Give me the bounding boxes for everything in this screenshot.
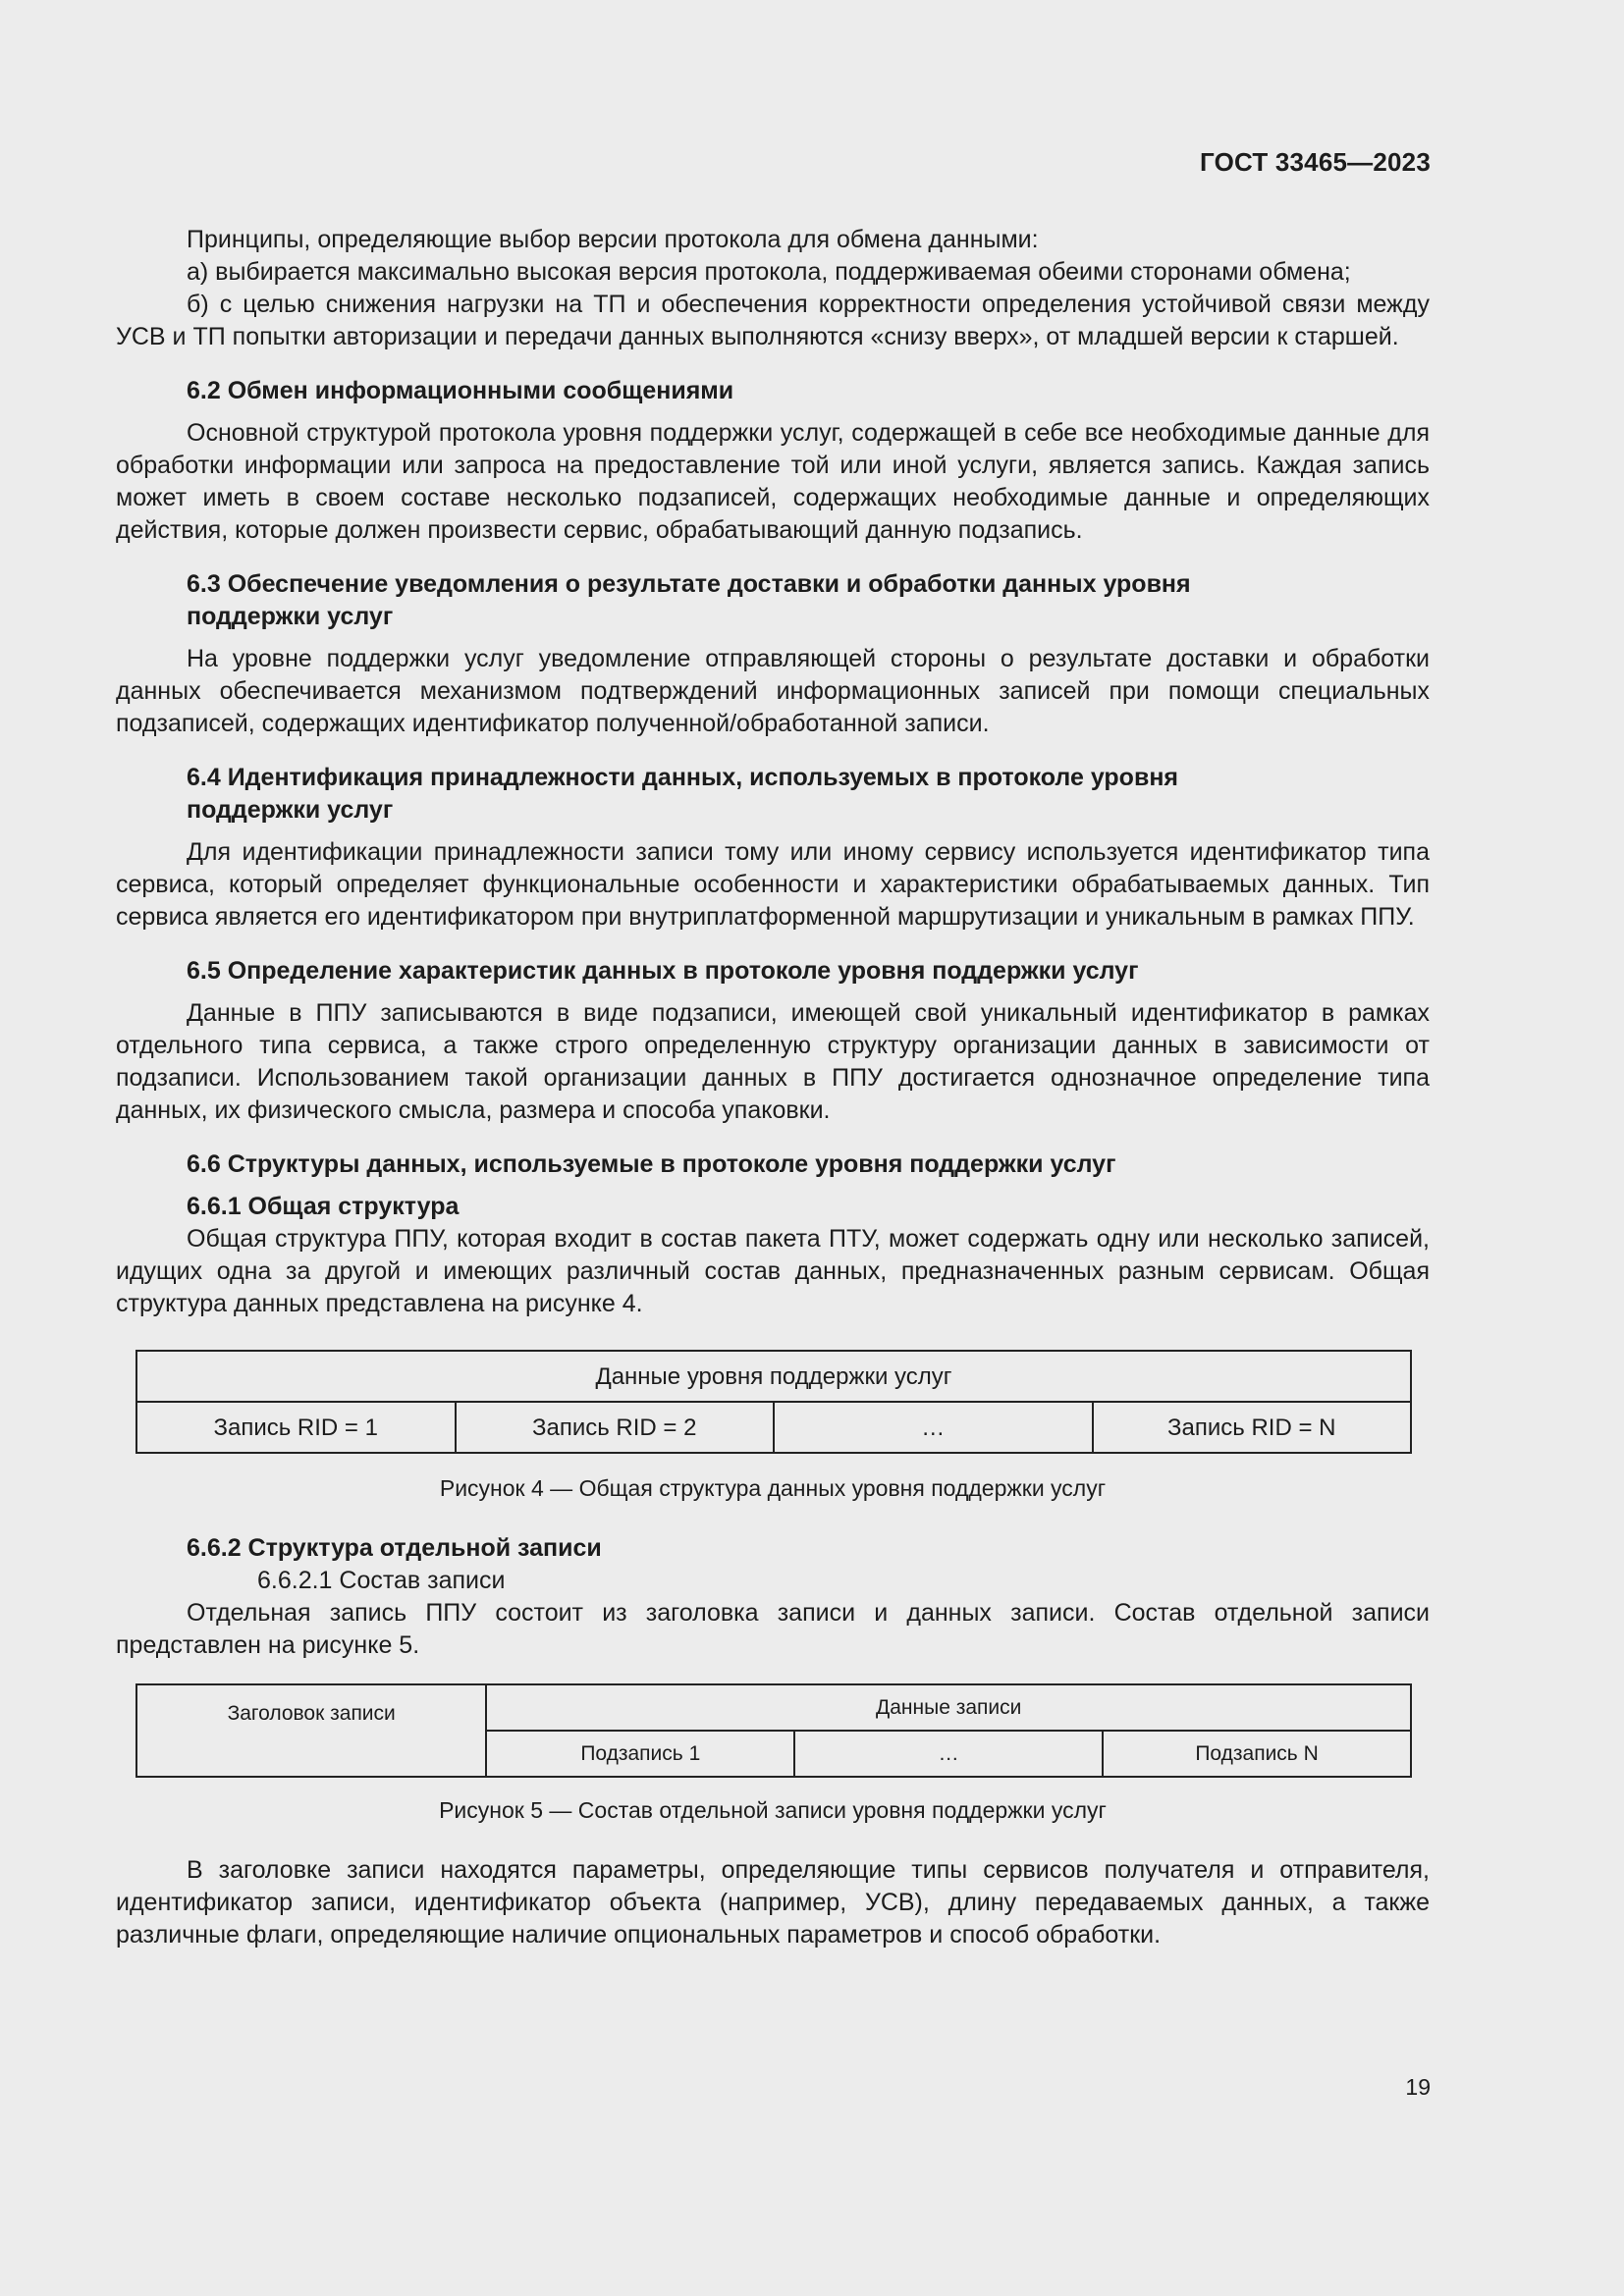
figure-5-record-header: Заголовок записи — [136, 1684, 486, 1777]
closing-paragraph: В заголовке записи находятся параметры, определяющие типы сервисов получателя и отправителя, идентификатор записи, идентификатор объекта (например, УСВ), длину передаваемых данных, а также различные флаги, определяющие наличие опциональных параметров и способ обработки. — [116, 1856, 1430, 1949]
figure-5-caption: Рисунок 5 — Состав отдельной записи уровня поддержки услуг — [439, 1797, 1107, 1823]
section-6-6-1-text: Общая структура ППУ, которая входит в состав пакета ПТУ, может содержать одну или несколько записей, идущих одна за другой и имеющих различный состав данных, предназначенных разным сервисам. Общая структура данных представлена на рисунке 4. — [116, 1225, 1430, 1317]
section-6-6-1-title: 6.6.1 Общая структура — [187, 1193, 460, 1220]
section-6-3-title: 6.3 Обеспечение уведомления о результате доставки и обработки данных уровня поддержки услуг — [187, 570, 1191, 630]
section-6-5-title: 6.5 Определение характеристик данных в протоколе уровня поддержки услуг — [187, 957, 1139, 985]
document-code: ГОСТ 33465—2023 — [1200, 147, 1431, 177]
figure-4-table — [135, 1350, 1412, 1454]
list-item-b: б) с целью снижения нагрузки на ТП и обеспечения корректности определения устойчивой связи между УСВ и ТП попытки авторизации и передачи данных выполняются «снизу вверх», от младшей версии к старшей. — [116, 291, 1430, 350]
principles-intro: Принципы, определяющие выбор версии протокола для обмена данными: — [187, 226, 1039, 253]
figure-5-subrecord-n: Подзапись N — [1103, 1731, 1411, 1777]
section-6-6-2-1-title: 6.6.2.1 Состав записи — [257, 1567, 506, 1594]
figure-5-table — [135, 1683, 1412, 1778]
figure-4-cell-record-n: Запись RID = N — [1093, 1402, 1412, 1453]
figure-4-cell-record-1: Запись RID = 1 — [136, 1402, 456, 1453]
section-6-2-title: 6.2 Обмен информационными сообщениями — [187, 377, 734, 404]
section-6-4-text: Для идентификации принадлежности записи тому или иному сервису используется идентификатор типа сервиса, который определяет функциональные особенности и характеристики обрабатываемых данных. Тип сервиса является его идентификатором при внутриплатформенной маршрутизации и уникальным в рамках ППУ. — [116, 838, 1430, 931]
list-item-a: а) выбирается максимально высокая версия протокола, поддерживаемая обеими сторонами обмена; — [187, 258, 1351, 286]
section-6-6-title: 6.6 Структуры данных, используемые в протоколе уровня поддержки услуг — [187, 1150, 1116, 1178]
page-content — [116, 224, 1430, 1951]
figure-4-caption: Рисунок 4 — Общая структура данных уровня поддержки услуг — [439, 1475, 1107, 1501]
page-number: 19 — [1405, 2074, 1431, 2100]
section-6-6-2-text: Отдельная запись ППУ состоит из заголовка записи и данных записи. Состав отдельной записи представлен на рисунке 5. — [116, 1599, 1430, 1659]
section-6-6-2-title: 6.6.2 Структура отдельной записи — [187, 1534, 602, 1562]
figure-4-cell-record-2: Запись RID = 2 — [456, 1402, 775, 1453]
figure-4-cell-ellipsis: … — [774, 1402, 1093, 1453]
figure-5-ellipsis: … — [794, 1731, 1103, 1777]
section-6-4-title: 6.4 Идентификация принадлежности данных, используемых в протоколе уровня поддержки услуг — [187, 764, 1179, 824]
section-6-2-text: Основной структурой протокола уровня поддержки услуг, содержащей в себе все необходимые данные для обработки информации или запроса на предоставление той или иной услуги, является запись. Каждая запись может иметь в своем составе несколько подзаписей, содержащих необходимые данные и определяющих действия, которые должен произвести сервис, обрабатывающий данную подзапись. — [116, 419, 1430, 544]
section-6-5-text: Данные в ППУ записываются в виде подзаписи, имеющей свой уникальный идентификатор в рамках отдельного типа сервиса, а также строго определенную структуру организации данных в зависимости от подзаписи. Использованием такой организации данных в ППУ достигается однозначное определение типа данных, их физического смысла, размера и способа упаковки. — [116, 999, 1430, 1124]
figure-5-subrecord-1: Подзапись 1 — [486, 1731, 794, 1777]
figure-4-header: Данные уровня поддержки услуг — [136, 1351, 1411, 1402]
figure-5-record-data: Данные записи — [486, 1684, 1411, 1731]
section-6-3-text: На уровне поддержки услуг уведомление отправляющей стороны о результате доставки и обработки данных обеспечивается механизмом подтверждений информационных записей при помощи специальных подзаписей, содержащих идентификатор полученной/обработанной записи. — [116, 645, 1430, 737]
